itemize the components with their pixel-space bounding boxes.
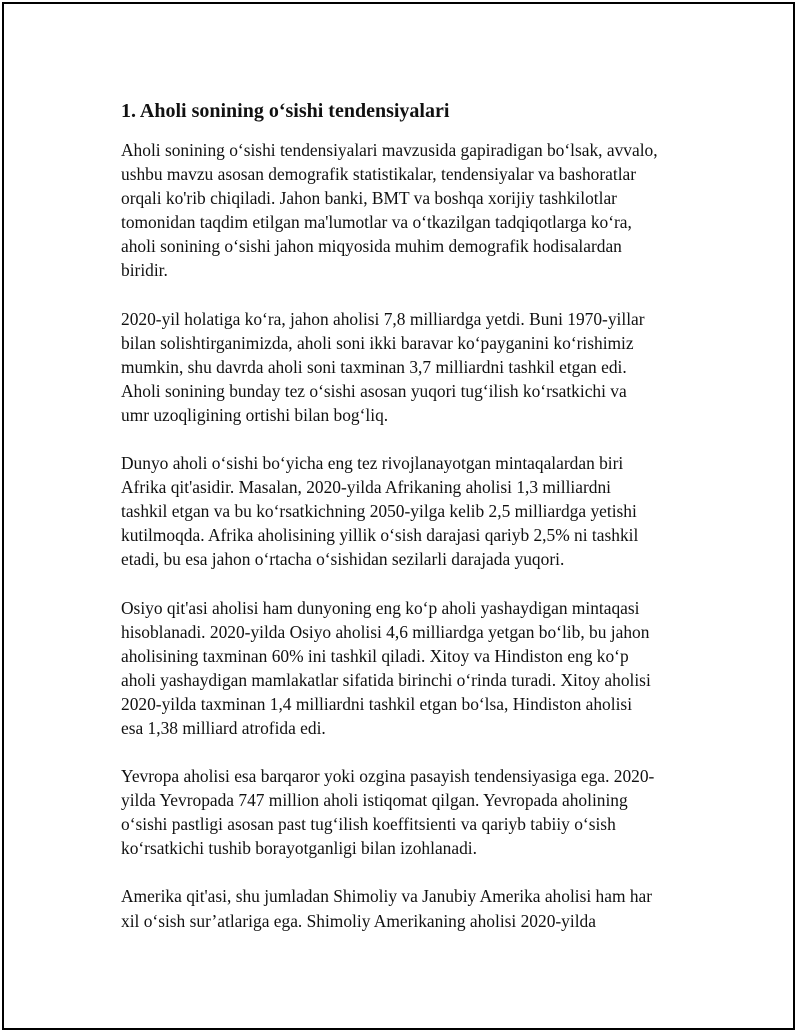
text-line: Dunyo aholi o‘sishi bo‘yicha eng tez rivojlanayotgan mintaqalardan biri (121, 453, 624, 474)
text-line: yilda Yevropada 747 million aholi istiqomat qilgan. Yevropada aholining (121, 790, 628, 811)
text-line: umr uzoqligining ortishi bilan bog‘liq. (121, 404, 389, 425)
text-line: aholi yashaydigan mamlakatlar sifatida birinchi o‘rinda turadi. Xitoy aholisi (121, 669, 651, 690)
text-line: Yevropa aholisi esa barqaror yoki ozgina pasayish tendensiyasiga ega. 2020- (121, 766, 655, 787)
text-line: tomonidan taqdim etilgan ma'lumotlar va o‘tkazilgan tadqiqotlarga ko‘ra, (121, 212, 632, 233)
text-line: mumkin, shu davrda aholi soni taxminan 3,7 milliardni tashkil etgan edi. (121, 356, 627, 377)
text-line: xil o‘sish sur’atlariga ega. Shimoliy Amerikaning aholisi 2020-yilda (121, 910, 596, 931)
text-line: kutilmoqda. Afrika aholisining yillik o‘sish darajasi qariyb 2,5% ni tashkil (121, 525, 639, 546)
text-line: bilan solishtirganimizda, aholi soni ikki baravar ko‘payganini ko‘rishimiz (121, 332, 634, 353)
paragraph-america (121, 884, 701, 932)
text-line: esa 1,38 milliard atrofida edi. (121, 717, 326, 738)
paragraph-asia (121, 596, 701, 741)
paragraph-intro (121, 138, 701, 283)
text-line: Afrika qit'asidir. Masalan, 2020-yilda Afrikaning aholisi 1,3 milliardni (121, 477, 611, 498)
text-line: ko‘rsatkichi tushib borayotganligi bilan izohlanadi. (121, 838, 477, 859)
page-frame (2, 2, 795, 1030)
text-line: etadi, bu esa jahon o‘rtacha o‘sishidan sezilarli darajada yuqori. (121, 549, 565, 570)
text-line: 2020-yilda taxminan 1,4 milliardni tashkil etgan bo‘lsa, Hindiston aholisi (121, 693, 633, 714)
document-body (121, 99, 701, 957)
section-heading: 1. Aholi sonining o‘sishi tendensiyalari (121, 100, 450, 122)
paragraph-africa (121, 451, 701, 571)
paragraph-world-population (121, 307, 701, 427)
text-line: ushbu mavzu asosan demografik statistikalar, tendensiyalar va bashoratlar (121, 164, 637, 185)
text-line: aholi sonining o‘sishi jahon miqyosida muhim demografik hodisalardan (121, 236, 622, 257)
text-line: orqali ko'rib chiqiladi. Jahon banki, BMT va boshqa xorijiy tashkilotlar (121, 188, 617, 209)
text-line: biridir. (121, 260, 168, 281)
text-line: Aholi sonining bunday tez o‘sishi asosan yuqori tug‘ilish ko‘rsatkichi va (121, 380, 627, 401)
text-line: Amerika qit'asi, shu jumladan Shimoliy va Janubiy Amerika aholisi ham har (121, 886, 653, 907)
text-line: 2020-yil holatiga ko‘ra, jahon aholisi 7,8 milliardga yetdi. Buni 1970-yillar (121, 308, 645, 329)
text-line: hisoblanadi. 2020-yilda Osiyo aholisi 4,6 milliardga yetgan bo‘lib, bu jahon (121, 621, 650, 642)
paragraph-europe (121, 764, 701, 860)
text-line: o‘sishi pastligi asosan past tug‘ilish koeffitsienti va qariyb tabiiy o‘sish (121, 814, 616, 835)
text-line: Aholi sonining o‘sishi tendensiyalari mavzusida gapiradigan bo‘lsak, avvalo, (121, 140, 658, 160)
text-line: Osiyo qit'asi aholisi ham dunyoning eng ko‘p aholi yashaydigan mintaqasi (121, 597, 640, 618)
text-line: tashkil etgan va bu ko‘rsatkichning 2050-yilga kelib 2,5 milliardga yetishi (121, 501, 637, 522)
text-line: aholisining taxminan 60% ini tashkil qiladi. Xitoy va Hindiston eng ko‘p (121, 645, 629, 666)
